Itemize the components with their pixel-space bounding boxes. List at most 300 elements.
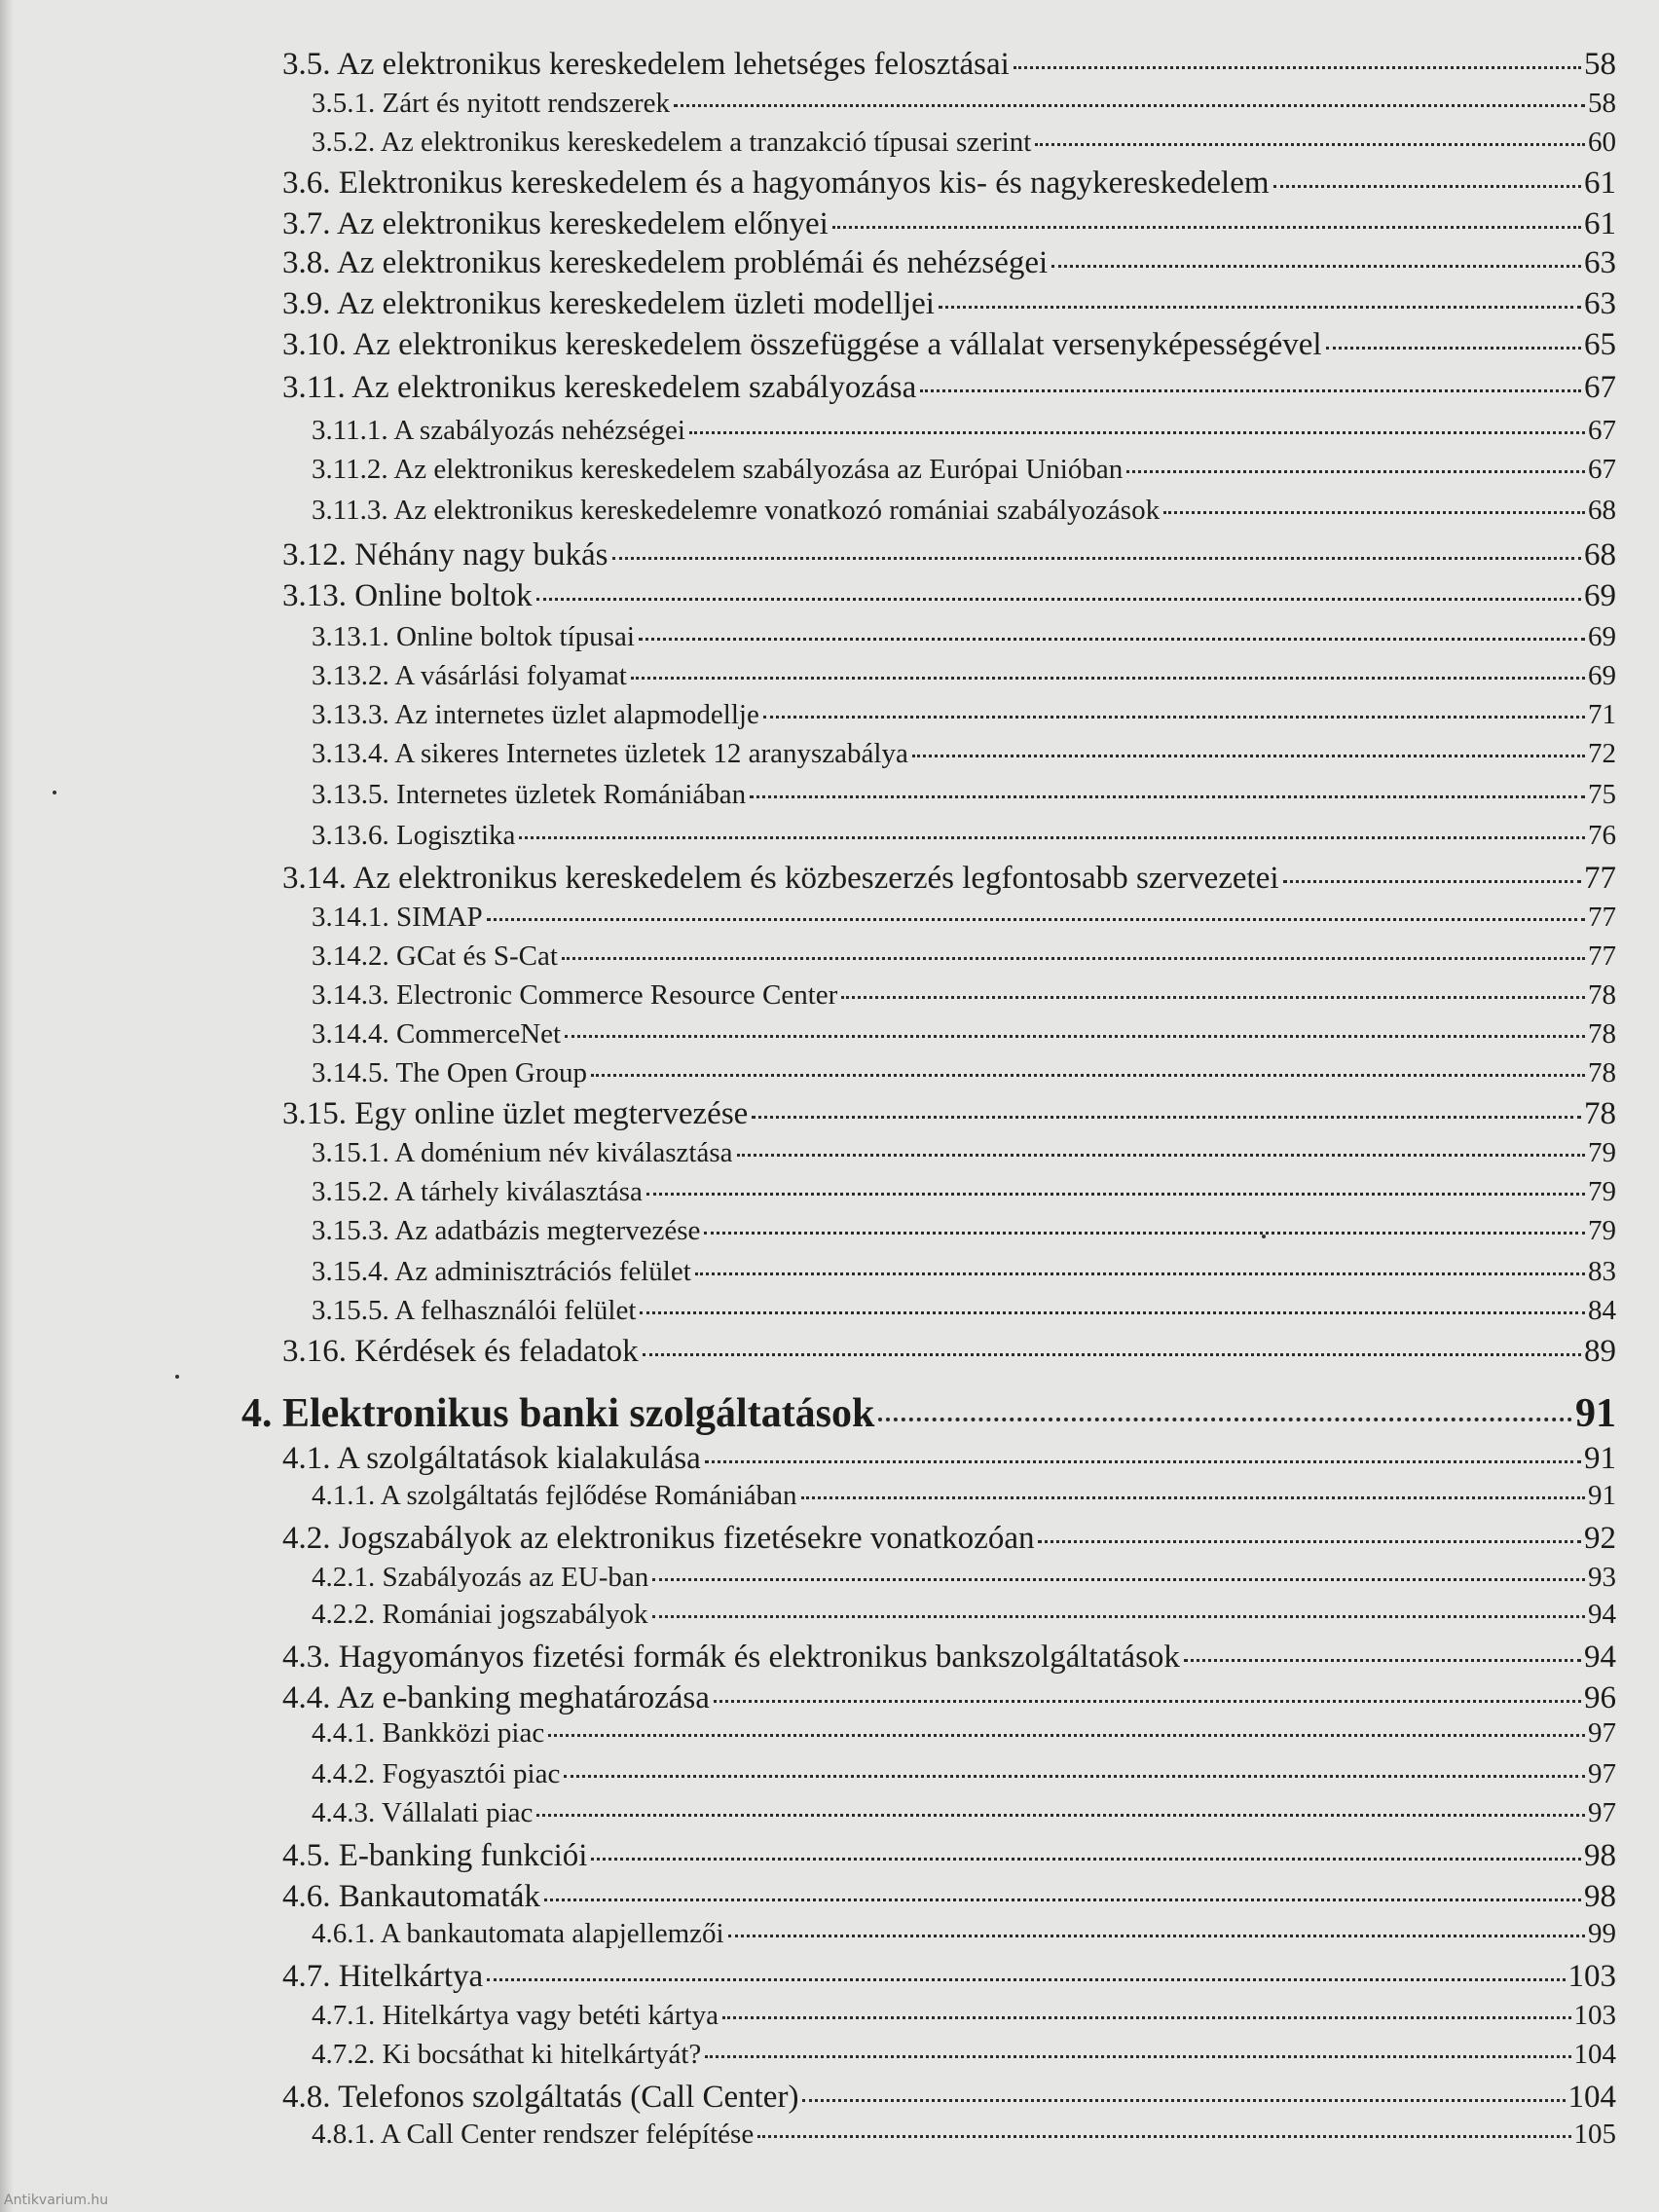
toc-entry-text: A szolgáltatások kialakulása [336,1441,701,1476]
toc-page-number: 61 [1584,166,1616,201]
toc-entry [282,166,1616,202]
toc-entry-title [312,1295,636,1327]
toc-entry-number: 4.6.1. [312,1918,376,1949]
toc-entry [282,1640,1616,1676]
toc-entry [312,1599,1616,1631]
dot-leader [1163,511,1585,514]
toc-page-number: 78 [1584,1096,1616,1131]
toc-entry [282,1838,1616,1874]
toc-entry-number: 4.2. [282,1521,331,1556]
toc-page-number: 83 [1588,1256,1616,1287]
speck [53,791,56,794]
toc-entry-text: Internetes üzletek Romániában [396,779,747,810]
toc-entry-number: 4.7.2. [312,2039,376,2070]
toc-entry-title [282,578,533,614]
dot-leader [643,1353,1581,1356]
dot-leader [920,389,1581,392]
toc-entry [282,47,1616,83]
toc-entry-number: 3.13.6. [312,820,389,851]
toc-entry-title [312,738,908,770]
toc-entry-number: 3.15.5. [312,1295,389,1326]
toc-page-number: 63 [1584,286,1616,321]
toc-entry-number: 3.15.2. [312,1176,389,1207]
dot-leader [652,1578,1585,1581]
toc-entry-text: Ki bocsáthat ki hitelkártyát? [382,2039,702,2070]
toc-entry [282,1096,1616,1132]
toc-entry [312,699,1616,731]
toc-entry-text: A szolgáltatás fejlődése Romániában [380,1480,797,1511]
toc-entry-text: A szabályozás nehézségei [393,415,685,446]
toc-entry-text: A bankautomata alapjellemzői [380,1918,724,1949]
toc-page-number: 68 [1584,537,1616,572]
toc-entry-text: Romániai jogszabályok [382,1599,648,1630]
toc-entry-text: Szabályozás az EU-ban [382,1562,649,1593]
dot-leader [564,1775,1585,1778]
toc-page-number: 98 [1584,1879,1616,1914]
toc-entry-number: 3.8. [282,245,331,280]
toc-entry-text: Telefonos szolgáltatás (Call Center) [338,2080,799,2115]
toc-page-number: 94 [1588,1599,1616,1630]
toc-page-number: 79 [1588,1215,1616,1246]
toc-page-number: 67 [1588,415,1616,446]
toc-entry-number: 3.14.5. [312,1057,389,1088]
toc-entry-text: Az elektronikus kereskedelem előnyei [336,206,829,241]
toc-entry [312,495,1616,527]
dot-leader [612,557,1581,560]
toc-page-number: 104 [1567,2080,1616,2115]
toc-entry-number: 4.1.1. [312,1480,376,1511]
toc-entry-number: 3.11.3. [312,495,388,526]
toc-entry [312,1215,1616,1247]
toc-entry-text: Hitelkártya [338,1959,484,1994]
toc-entry-number: 3.15. [282,1096,347,1131]
toc-entry-text: A sikeres Internetes üzletek 12 aranyszabálya [394,738,908,769]
toc-entry-number: 3.10. [282,327,347,362]
toc-entry-title [282,166,1270,202]
toc-entry-number: 4.6. [282,1879,331,1914]
toc-entry-number: 3.13.5. [312,779,389,810]
toc-entry-title [282,1680,710,1716]
toc-entry-title [282,47,1010,83]
toc-page-number: 91 [1584,1441,1616,1476]
toc-entry [312,2000,1616,2032]
toc-entry-number: 4.8. [282,2080,331,2115]
toc-entry [312,940,1616,973]
toc-entry-text: A vásárlási folyamat [394,660,627,691]
dot-leader [639,638,1585,641]
toc-entry [312,1256,1616,1288]
toc-entry [312,88,1616,120]
toc-entry-text: Az elektronikus kereskedelemre vonatkozó romániai szabályozások [393,495,1161,526]
toc-entry-number: 3.9. [282,286,331,321]
toc-entry [282,1879,1616,1915]
toc-page-number: 69 [1588,621,1616,652]
toc-entry [312,779,1616,811]
toc-entry [282,1334,1616,1370]
dot-leader [652,1615,1585,1618]
toc-entry-number: 4.4.2. [312,1758,376,1789]
toc-entry-number: 3.14.3. [312,979,389,1011]
toc-entry-title [312,1137,733,1169]
toc-entry-title [312,1215,700,1247]
toc-entry-title [312,1599,648,1631]
toc-entry-text: Egy online üzlet megtervezése [354,1096,749,1131]
toc-entry-number: 3.14.1. [312,902,389,933]
toc-entry [312,1918,1616,1950]
toc-page-number: 91 [1588,1480,1616,1511]
toc-page-number: 67 [1588,454,1616,485]
toc-entry-text: E-banking funkciói [338,1838,588,1873]
toc-entry-title [282,1441,701,1477]
toc-page-number: 58 [1584,47,1616,82]
toc-entry-number: 4.4.1. [312,1717,376,1749]
toc-entry-text: The Open Group [395,1057,587,1088]
dot-leader [519,836,1585,839]
toc-entry-title [282,327,1322,363]
dot-leader [1273,185,1581,188]
toc-page-number: 60 [1588,127,1616,158]
dot-leader [565,1035,1585,1038]
toc-entry-title [312,1918,724,1950]
toc-entry-title [282,1879,540,1915]
toc-entry-title [312,1176,643,1208]
toc-page-number: 104 [1573,2039,1616,2070]
toc-entry-number: 4.2.2. [312,1599,376,1630]
toc-entry-text: Vállalati piac [381,1797,534,1828]
toc-entry-text: Az e-banking meghatározása [336,1680,710,1715]
toc-entry-title [312,415,685,447]
dot-leader [704,1232,1585,1235]
toc-entry-number: 3.5. [282,47,331,82]
toc-entry-title [312,1717,544,1750]
toc-entry-number: 3.13. [282,578,347,613]
toc-entry-number: 3.13.2. [312,660,389,691]
toc-entry-title [312,1758,560,1790]
toc-entry-text: Bankközi piac [382,1717,545,1749]
toc-entry-title [312,1562,648,1594]
toc-entry [282,370,1616,406]
toc-page-number: 105 [1573,2119,1616,2150]
toc-entry-title [312,495,1160,527]
toc-page-number: 68 [1588,495,1616,526]
toc-page-number: 76 [1588,820,1616,851]
toc-entry [312,2039,1616,2071]
dot-leader [714,1700,1581,1703]
dot-leader [1283,880,1581,883]
toc-entry-text: A felhasználói felület [394,1295,637,1326]
toc-page-number: 103 [1573,2000,1616,2031]
toc-entry-number: 3.13.3. [312,699,389,730]
toc-entry [312,738,1616,770]
toc-entry [312,454,1616,486]
toc-entry [282,537,1616,573]
toc-entry-title [312,979,837,1012]
toc-entry-text: Az adminisztrációs felület [394,1256,691,1287]
toc-entry-text: A tárhely kiválasztása [394,1176,643,1207]
toc-page-number: 77 [1588,940,1616,972]
toc-entry [312,979,1616,1012]
toc-page-number: 98 [1584,1838,1616,1873]
toc-entry [312,1018,1616,1051]
dot-leader [1184,1659,1581,1662]
toc-entry-number: 4.8.1. [312,2119,376,2150]
toc-entry [312,1758,1616,1790]
toc-entry-title [241,1390,874,1437]
toc-entry [312,415,1616,447]
toc-entry [282,578,1616,614]
toc-entry-number: 3.5.1. [312,88,376,119]
toc-entry-text: Elektronikus kereskedelem és a hagyományos kis- és nagykereskedelem [338,166,1270,201]
toc-entry [282,1680,1616,1716]
toc-page-number: 97 [1588,1797,1616,1828]
toc-page-number: 97 [1588,1758,1616,1789]
toc-entry-title [312,820,515,852]
toc-entry-text: Az elektronikus kereskedelem összefüggése a vállalat versenyképességével [352,327,1322,362]
toc-page-number: 65 [1584,327,1616,362]
toc-entry-title [282,370,916,406]
dot-leader [640,1311,1585,1314]
dot-leader [750,795,1585,798]
toc-entry-text: CommerceNet [396,1018,562,1050]
toc-entry-text: Az adatbázis megtervezése [394,1215,701,1246]
toc-entry-number: 3.11.1. [312,415,388,446]
toc-entry [282,1521,1616,1557]
toc-entry [312,660,1616,692]
toc-entry-text: SIMAP [396,902,483,933]
toc-page-number: 69 [1588,660,1616,691]
toc-entry [312,1295,1616,1327]
dot-leader [562,957,1585,960]
dot-leader [1038,1540,1581,1543]
toc-entry-number: 3.11.2. [312,454,388,485]
toc-page-number: 96 [1584,1680,1616,1715]
toc-entry-title [312,1057,587,1089]
toc-entry-title [312,660,627,692]
dot-leader [705,2055,1570,2058]
toc-entry-number: 3.12. [282,537,347,572]
toc-entry-text: Hitelkártya vagy betéti kártya [382,2000,719,2031]
toc-page-number: 71 [1588,699,1616,730]
toc-entry-title [312,940,558,973]
toc-entry-text: Logisztika [396,820,516,851]
dot-leader [591,1074,1585,1077]
toc-entry-title [282,1334,639,1370]
toc-entry-number: 3.15.3. [312,1215,389,1246]
dot-leader [536,1814,1585,1817]
toc-entry [312,1137,1616,1169]
toc-entry-text: Az elektronikus kereskedelem és közbeszerzés legfontosabb szervezetei [352,861,1279,896]
speck [1262,1235,1266,1238]
toc-entry [241,1390,1616,1437]
dot-leader [728,1935,1585,1937]
toc-entry-title [282,861,1279,897]
toc-entry-text: Az elektronikus kereskedelem problémái és nehézségei [336,245,1049,280]
toc-entry-number: 3.14. [282,861,347,896]
toc-entry-number: 3.6. [282,166,331,201]
toc-entry [282,245,1616,281]
dot-leader [802,2099,1565,2102]
toc-entry-title [312,2000,719,2032]
toc-entry-number: 3.14.4. [312,1018,389,1050]
toc-entry-number: 3.5.2. [312,127,376,158]
dot-leader [695,1272,1585,1275]
dot-leader [591,1858,1581,1861]
toc-page-number: 97 [1588,1717,1616,1749]
speck [175,1375,179,1379]
watermark: Antikvarium.hu [4,2193,109,2208]
toc-page-number: 72 [1588,738,1616,769]
toc-entry-title [312,1480,797,1512]
toc-entry-number: 4.1. [282,1441,331,1476]
toc-entry [282,206,1616,242]
dot-leader [646,1193,1585,1196]
toc-entry-number: 4.4. [282,1680,331,1715]
dot-leader [737,1154,1585,1157]
toc-entry-number: 3.15.1. [312,1137,389,1168]
toc-entry-text: GCat és S-Cat [396,940,558,972]
toc-entry-text: Online boltok [354,578,533,613]
toc-entry-title [282,245,1048,281]
dot-leader [752,1116,1581,1119]
toc-entry-text: Az elektronikus kereskedelem a tranzakció típusai szerint [380,127,1032,158]
toc-page-number: 93 [1588,1562,1616,1593]
dot-leader [487,918,1585,921]
toc-entry-number: 4.4.3. [312,1797,376,1828]
dot-leader [1051,265,1581,268]
toc-entry-text: Elektronikus banki szolgáltatások [282,1391,875,1436]
toc-entry [282,861,1616,897]
toc-entry-title [282,1096,748,1132]
toc-entry-number: 4. [241,1391,273,1436]
toc-entry-text: Bankautomaták [338,1879,540,1914]
dot-leader [939,306,1581,309]
toc-entry-title [282,286,935,322]
toc-entry [312,621,1616,653]
toc-entry [312,902,1616,934]
toc-entry-text: Kérdések és feladatok [354,1334,639,1369]
toc-entry-title [282,537,608,573]
toc-entry [312,1562,1616,1594]
toc-page-number: 79 [1588,1176,1616,1207]
toc-page-number: 75 [1588,779,1616,810]
toc-entry [312,1176,1616,1208]
toc-entry-text: A doménium név kiválasztása [394,1137,733,1168]
dot-leader [689,431,1585,434]
toc-entry-number: 3.14.2. [312,940,389,972]
toc-entry-number: 4.2.1. [312,1562,376,1593]
toc-page-number: 67 [1584,370,1616,405]
toc-entry-number: 3.13.4. [312,738,389,769]
toc-page-number: 78 [1588,1057,1616,1088]
dot-leader [1126,470,1585,473]
toc-entry [312,127,1616,159]
toc-page-number: 77 [1584,861,1616,896]
dot-leader [832,226,1581,229]
dot-leader [763,716,1585,719]
toc-entry-title [312,902,483,934]
toc-page-number: 92 [1584,1521,1616,1556]
dot-leader [548,1734,1585,1737]
toc-entry-text: Hagyományos fizetési formák és elektronikus bankszolgáltatások [338,1640,1180,1675]
toc-entry-number: 4.5. [282,1838,331,1873]
dot-leader [878,1418,1572,1421]
toc-entry-title [282,2080,798,2116]
toc-entry-number: 4.7.1. [312,2000,376,2031]
toc-entry-number: 3.13.1. [312,621,389,652]
toc-page-number: 89 [1584,1334,1616,1369]
toc-page-number: 78 [1588,979,1616,1011]
dot-leader [487,1978,1565,1981]
dot-leader [1014,66,1581,69]
toc-entry-text: Electronic Commerce Resource Center [396,979,838,1011]
toc-entry-text: A Call Center rendszer felépítése [380,2119,755,2150]
toc-entry-title [312,779,746,811]
dot-leader [674,104,1585,107]
toc-page-number: 78 [1588,1018,1616,1050]
toc-entry-title [282,1959,483,1995]
toc-entry-text: Az internetes üzlet alapmodellje [394,699,759,730]
toc-entry-title [312,1256,691,1288]
toc-entry-text: Néhány nagy bukás [354,537,608,572]
dot-leader [544,1899,1581,1901]
dot-leader [912,755,1585,757]
toc-entry-title [312,454,1123,486]
toc-page-number: 99 [1588,1918,1616,1949]
toc-page-number: 91 [1575,1391,1616,1436]
toc-entry [312,2119,1616,2151]
toc-entry [312,1480,1616,1512]
toc-entry-title [312,621,635,653]
toc-entry-text: Jogszabályok az elektronikus fizetésekre vonatkozóan [338,1521,1035,1556]
toc-entry-number: 3.7. [282,206,331,241]
toc-entry-number: 3.15.4. [312,1256,389,1287]
toc-entry [282,2080,1616,2116]
toc-entry-title [312,2119,754,2151]
toc-entry [282,1959,1616,1995]
toc-page-number: 63 [1584,245,1616,280]
toc-entry-title [312,2039,701,2071]
dot-leader [631,677,1585,680]
toc-entry-number: 3.16. [282,1334,347,1369]
toc-entry-text: Az elektronikus kereskedelem szabályozása [351,370,917,405]
dot-leader [1326,347,1581,350]
toc-page-number: 103 [1567,1959,1616,1994]
toc-entry [312,1797,1616,1829]
toc-entry [282,286,1616,322]
toc-entry [282,1441,1616,1477]
toc-entry-title [312,1018,561,1051]
toc-entry-text: Online boltok típusai [396,621,635,652]
toc-page-number: 94 [1584,1640,1616,1675]
toc-entry-number: 4.7. [282,1959,331,1994]
toc-entry-title [312,699,759,731]
toc-page-number: 79 [1588,1137,1616,1168]
toc-entry-title [282,206,829,242]
toc-entry-title [282,1838,587,1874]
toc-entry-text: Fogyasztói piac [382,1758,561,1789]
dot-leader [757,2135,1570,2138]
toc-entry [312,820,1616,852]
toc-entry [282,327,1616,363]
toc-entry-text: Az elektronikus kereskedelem üzleti modelljei [336,286,935,321]
toc-entry-title [312,88,670,120]
toc-entry-text: Zárt és nyitott rendszerek [382,88,671,119]
dot-leader [1035,143,1585,146]
toc-page-number: 58 [1588,88,1616,119]
toc-entry-title [282,1640,1180,1676]
toc-page-number: 84 [1588,1295,1616,1326]
toc-page-number: 77 [1588,902,1616,933]
